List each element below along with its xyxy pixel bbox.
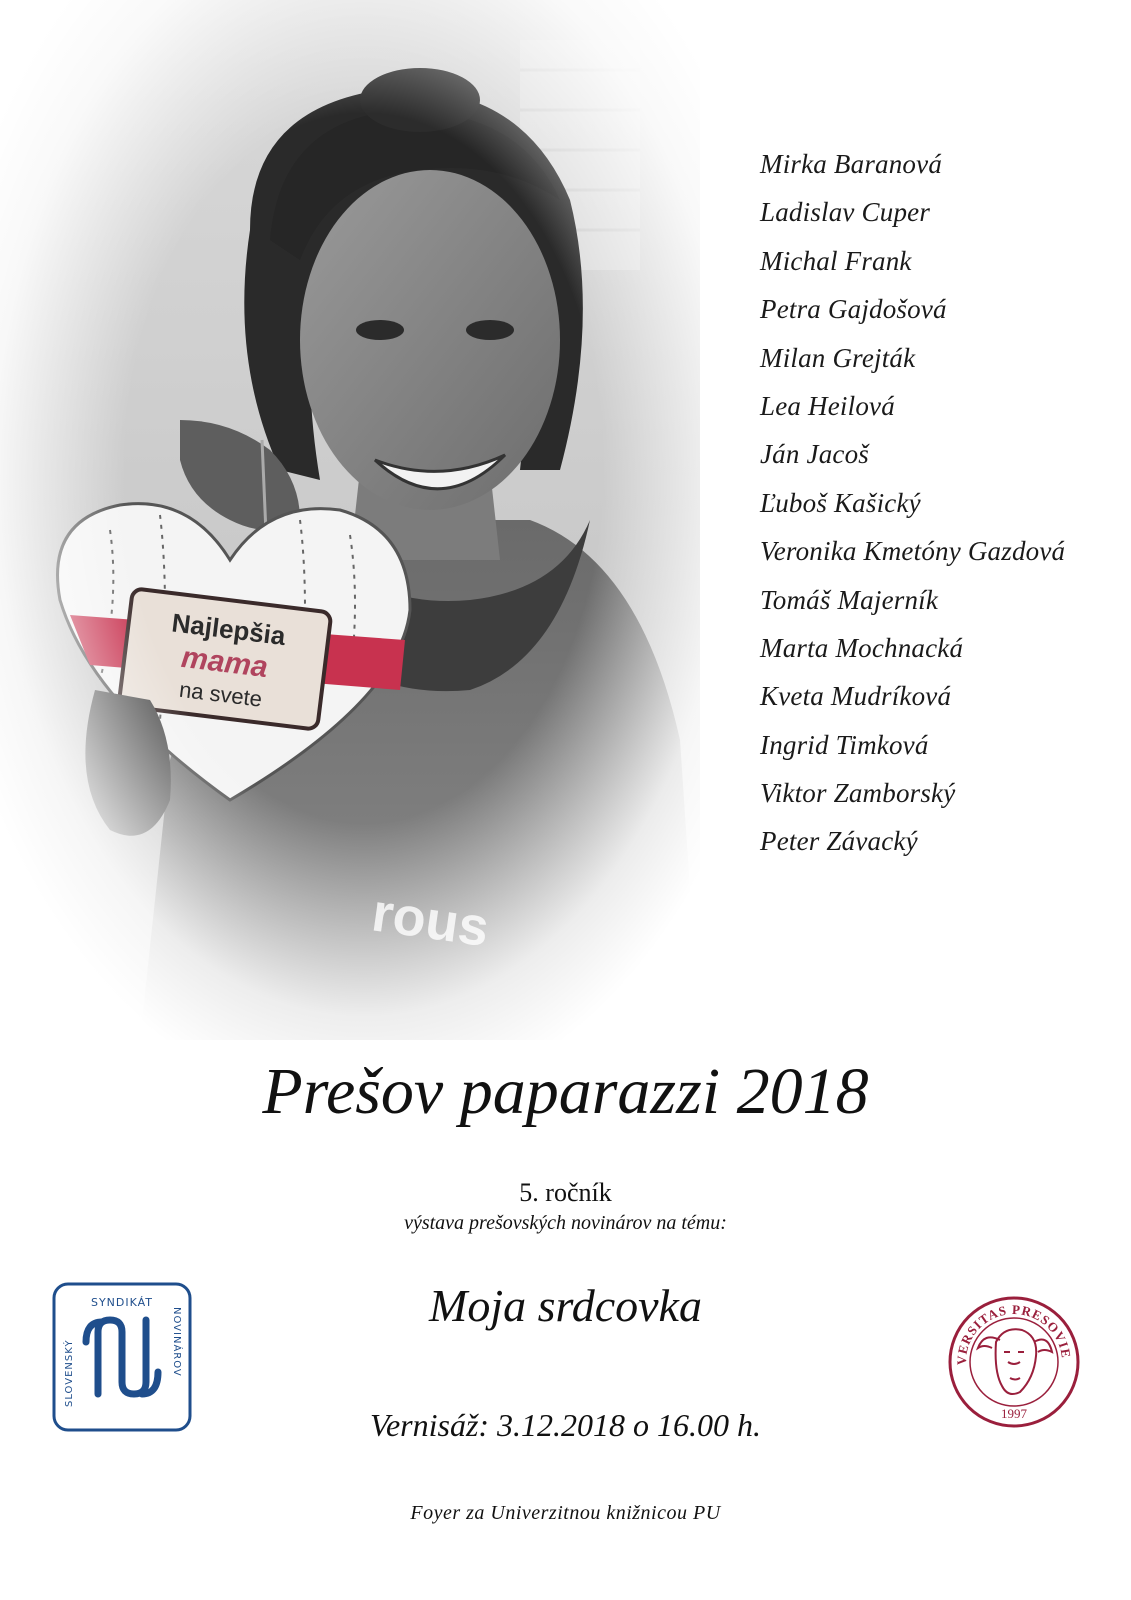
syndicate-logo — [52, 1282, 192, 1432]
athena-head-icon — [978, 1329, 1052, 1394]
university-seal-year: 1997 — [1001, 1406, 1027, 1421]
event-subtitle: výstava prešovských novinárov na tému: — [404, 1212, 727, 1234]
event-theme: Moja srdcovka — [429, 1280, 702, 1331]
event-venue: Foyer za Univerzitnou knižnicou PU — [410, 1502, 721, 1524]
author-name: Tomáš Majerník — [760, 584, 939, 615]
author-name: Milan Grejták — [760, 342, 916, 373]
syndicate-logo-top-text: SYNDIKÁT — [90, 1296, 154, 1309]
author-name: Mirka Baranová — [760, 149, 943, 179]
syndicate-logo-right-text: NOVINÁROV — [171, 1307, 182, 1377]
author-name: Ján Jacoš — [760, 439, 870, 470]
event-title: Prešov paparazzi 2018 — [262, 1055, 869, 1128]
author-name: Ladislav Cuper — [760, 197, 931, 228]
author-name: Lea Heilová — [760, 390, 895, 421]
author-name: Ingrid Timková — [760, 729, 929, 760]
portrait-photo — [0, 0, 700, 1040]
author-name: Marta Mochnacká — [760, 632, 964, 663]
author-list — [760, 140, 1065, 866]
author-name: Viktor Zamborský — [760, 778, 956, 809]
university-seal-ring-text: VERSITAS PRESOVIE — [953, 1301, 1075, 1366]
author-name: Veronika Kmetóny Gazdová — [760, 536, 1066, 567]
event-edition: 5. ročník — [519, 1178, 612, 1207]
vernissage-date: Vernisáž: 3.12.2018 o 16.00 h. — [369, 1407, 762, 1443]
author-name: Michal Frank — [760, 245, 912, 276]
syndicate-logo-left-text: SLOVENSKÝ — [64, 1339, 75, 1407]
university-seal — [944, 1282, 1084, 1432]
author-name: Peter Závacký — [760, 826, 918, 857]
author-name: Petra Gajdošová — [760, 294, 947, 325]
syndicate-monogram-icon — [86, 1320, 158, 1394]
author-name: Ľuboš Kašický — [760, 487, 921, 518]
author-name: Kveta Mudríková — [760, 681, 952, 712]
